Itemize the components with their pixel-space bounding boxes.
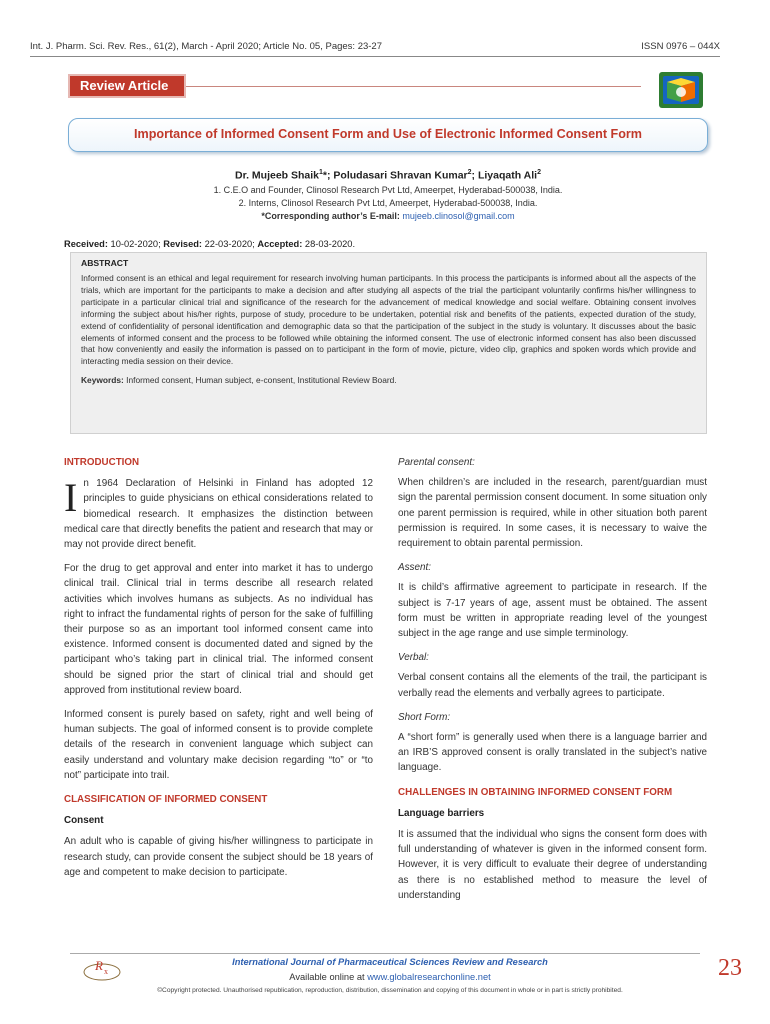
- intro-paragraph-3: Informed consent is purely based on safety, right and well being of human subjects. The goal of informed consent is to provide complete details of the research in convenient language which subject can easily understand and voluntary make decision regarding “to” or “to not” participate into trail.: [64, 709, 373, 781]
- subheading-consent: Consent: [64, 815, 104, 827]
- footer-journal-name: International Journal of Pharmaceutical Sciences Review and Research: [232, 957, 548, 967]
- footer-availability: [120, 972, 660, 982]
- corresponding-author: [68, 211, 708, 221]
- corresponding-label: *Corresponding author’s E-mail:: [261, 211, 400, 221]
- article-title: Importance of Informed Consent Form and Use of Electronic Informed Consent Form: [134, 127, 642, 141]
- affiliation-2: 2. Interns, Clinosol Research Pvt Ltd, Ameerpet, Hyderabad-500038, India.: [238, 198, 538, 208]
- available-label: Available online at: [289, 972, 365, 982]
- subheading-assent: Assent:: [398, 562, 431, 574]
- header-divider: [30, 56, 720, 57]
- badge-label: Review Article: [80, 78, 169, 93]
- author-affil-sup: 2: [467, 169, 472, 176]
- consent-paragraph: An adult who is capable of giving his/her willingness to participate in research study, can provide consent the subject should be 18 years of age and competent to make decision to participate.: [64, 836, 373, 878]
- copyright-notice: ©Copyright protected. Unauthorised republication, reproduction, distribution, dissemination and copying of this document in whole or in part is strictly prohibited.: [157, 987, 623, 994]
- accepted-date: 28-03-2020.: [304, 239, 356, 249]
- language-barriers-paragraph: It is assumed that the individual who signs the consent form does with full understanding of whatever is given in the informed consent form. However, it is very difficult to evaluate their degree of understanding as there is no established method to measure the level of understanding: [398, 829, 707, 901]
- assent-paragraph: It is child’s affirmative agreement to participate in research. If the subject is 7-17 years of age, assent must be obtained. The assent form must be written in appropriate reading level of the youngest subject in the age range and use simple terminology.: [398, 582, 707, 640]
- article-title-box: [68, 118, 708, 152]
- revised-date: 22-03-2020;: [204, 239, 255, 249]
- rx-logo-icon: [82, 954, 122, 984]
- received-date: 10-02-2020;: [110, 239, 161, 249]
- issn: ISSN 0976 – 044X: [641, 41, 720, 52]
- intro-paragraph-1-text: n 1964 Declaration of Helsinki in Finland has adopted 12 principles to guide physicians on ethical considerations related to biomedical research. It emphasizes the distinction between medical care that directly benefits the patient and research that may or may not provide direct benefit.: [64, 478, 373, 551]
- keywords-label: Keywords:: [81, 375, 124, 386]
- author-email-link[interactable]: mujeeb.clinosol@gmail.com: [402, 211, 515, 221]
- article-dates: [64, 239, 355, 249]
- abstract-box: [70, 252, 707, 434]
- accepted-label: Accepted:: [257, 239, 303, 249]
- subheading-parental-consent: Parental consent:: [398, 457, 475, 468]
- verbal-paragraph: Verbal consent contains all the elements of the trail, the participant is verbally read the elements and verbally agrees to participate.: [398, 672, 707, 699]
- subheading-verbal: Verbal:: [398, 652, 429, 664]
- parental-consent-paragraph: When children’s are included in the research, parent/guardian must sign the parental permission consent document. In some situation only one parent permission is required, while in other situation both parent permission is required. In some cases, it is necessary to waive the requirement to obtain parental permission.: [398, 477, 707, 550]
- svg-text:x: x: [104, 967, 108, 976]
- badge-divider: [186, 86, 641, 87]
- keywords-text: Informed consent, Human subject, e-consent, Institutional Review Board.: [126, 375, 397, 386]
- author-separator: *;: [322, 169, 334, 182]
- abstract-heading: ABSTRACT: [81, 258, 129, 268]
- intro-paragraph-2: For the drug to get approval and enter into market it has to undergo clinical trail. Clinical trial in terms describe all research related activities which involves humans as subjects. As no individual has right to infract the fundamental rights of person for the sake of fulfilling their purpose so as an important tool informed consent came into existence. Informed consent is documented dated and signed by the participant who’s taking part in clinical trial. The informed consent should be signed prior the start of clinical trial and should get approved from institutional review board.: [64, 563, 373, 696]
- review-article-badge: [68, 74, 186, 98]
- author-affil-sup: 1: [319, 169, 323, 176]
- intro-paragraph-1: [64, 476, 373, 552]
- journal-website-link[interactable]: www.globalresearchonline.net: [367, 972, 491, 982]
- journal-logo-icon: [655, 68, 707, 112]
- right-column: [398, 455, 707, 912]
- short-form-paragraph: A “short form” is generally used when there is a language barrier and an IRB’S approved consent is orally translated in the subject’s native language.: [398, 732, 707, 774]
- footer-divider: [70, 953, 700, 954]
- received-label: Received:: [64, 239, 108, 249]
- svg-text:R: R: [95, 958, 103, 973]
- revised-label: Revised:: [163, 239, 203, 249]
- section-heading-introduction: INTRODUCTION: [64, 457, 140, 468]
- author-affil-sup: 2: [537, 169, 541, 176]
- author-name: Dr. Mujeeb Shaik: [234, 169, 320, 182]
- subheading-language-barriers: Language barriers: [398, 807, 485, 819]
- author-name: Liyaqath Ali: [477, 169, 538, 182]
- keywords: [81, 375, 696, 385]
- journal-citation: Int. J. Pharm. Sci. Rev. Res., 61(2), March - April 2020; Article No. 05, Pages: 23-27: [30, 41, 383, 52]
- section-heading-classification: CLASSIFICATION OF INFORMED CONSENT: [64, 794, 268, 806]
- author-list: [68, 169, 708, 182]
- drop-cap: I: [64, 475, 78, 521]
- author-separator: ;: [471, 169, 478, 182]
- abstract-text: Informed consent is an ethical and legal requirement for research involving human participants. In this process the participants is informed about all the aspects of the trials, which are important for the participants to make a decision and after studying all aspects of the trial the participant voluntarily confirms his/her willingness to participate in a particular clinical trial and significance of the research for the advancement of medical knowledge and social welfare. Obtaining consent involves informing the subject about his/her rights, purpose of study, procedure to be undertaken, potential risk and benefits of the patients, expected duration of the study, extend of confidentiality of personal identification and demographic data so that the participation of the subject in the study is voluntary. It discusses about the basic elements of informed consent and the process to be followed while obtaining the informed consent. The use of electronic informed consent has also been discussed that how conveniently and easily the information is passed on to participant in the form of movie, picture, video clip, graphics and spoken words which provide and interacting media session on their device.: [81, 273, 696, 367]
- left-column: [64, 455, 373, 889]
- section-heading-challenges: CHALLENGES IN OBTAINING INFORMED CONSENT FORM: [398, 786, 673, 798]
- author-name: Poludasari Shravan Kumar: [333, 169, 468, 182]
- affiliation-1: 1. C.E.O and Founder, Clinosol Research Pvt Ltd, Ameerpet, Hyderabad-500038, India.: [213, 185, 563, 195]
- subheading-short-form: Short Form:: [398, 711, 451, 723]
- page-number: 23: [718, 955, 742, 981]
